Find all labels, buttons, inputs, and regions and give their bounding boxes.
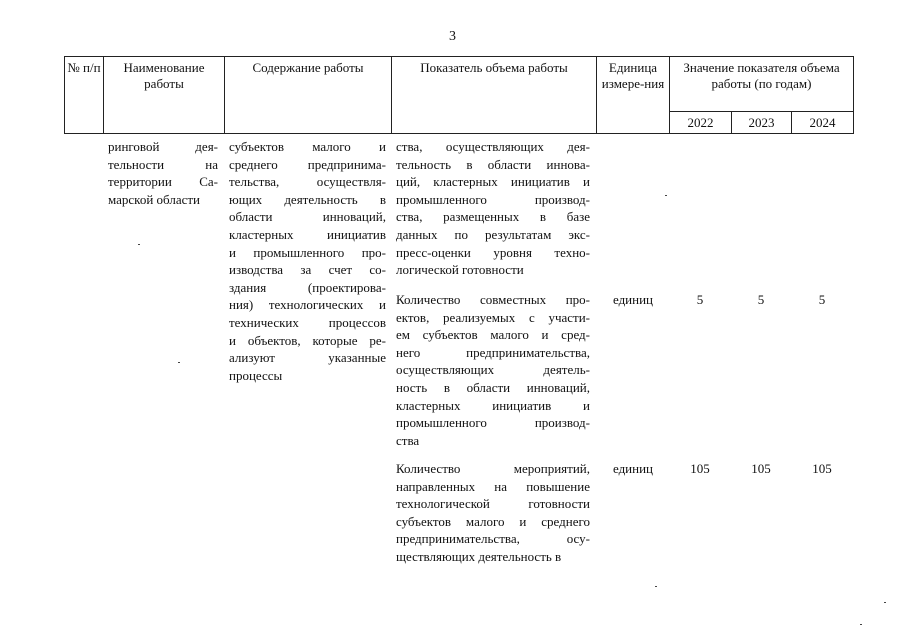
work-content-line: ализуют указанные xyxy=(229,350,386,366)
work-content-line: среднего предпринима- xyxy=(229,156,386,172)
work-content-line: и промышленного про- xyxy=(229,244,386,260)
indicator-line: него предпринимательства, xyxy=(396,344,590,360)
indicator-line: субъектов малого и среднего xyxy=(396,513,590,529)
header-year-2022: 2022 xyxy=(670,112,732,134)
indicator-line: Количество совместных про- xyxy=(396,292,590,307)
unit-cell-3: единиц xyxy=(612,461,654,476)
scan-speck xyxy=(655,586,657,587)
indicator-line: логической готовности xyxy=(396,262,524,278)
work-content-line: процессы xyxy=(229,367,283,383)
works-table-header xyxy=(64,56,854,134)
page-number: 3 xyxy=(449,29,456,44)
work-content-line: субъектов малого и xyxy=(229,139,386,154)
scan-speck xyxy=(138,244,140,245)
header-work-content: Содержание работы xyxy=(225,57,392,134)
work-content-line: области инноваций, xyxy=(229,209,386,225)
scan-speck xyxy=(860,624,862,625)
value-2022-row3: 105 xyxy=(690,461,710,476)
work-name-line: территории Са- xyxy=(108,174,218,190)
value-2024-row3: 105 xyxy=(812,461,832,476)
work-content-line: тельства, осуществля- xyxy=(229,174,386,190)
indicator-line: ций, кластерных инициатив и xyxy=(396,174,590,190)
indicator-line: технологической готовности xyxy=(396,496,590,512)
work-content-line: здания (проектирова- xyxy=(229,279,386,295)
scan-speck xyxy=(884,602,886,603)
header-unit: Единица измере-ния xyxy=(597,57,670,134)
indicator-line: ектов, реализуемых с участи- xyxy=(396,309,590,325)
indicator-line: направленных на повышение xyxy=(396,478,590,494)
indicator-line: пресс-оценки уровня техно- xyxy=(396,244,590,260)
indicator-line: ществляющих деятельность в xyxy=(396,548,562,564)
unit-cell-2: единиц xyxy=(612,292,654,307)
indicator-line: осуществляющих деятель- xyxy=(396,362,590,378)
scan-speck xyxy=(178,362,180,363)
value-2023-row2: 5 xyxy=(757,292,765,307)
indicator-line: ства, размещенных в базе xyxy=(396,209,590,225)
indicator-line: тельность в области иннова- xyxy=(396,156,590,172)
work-content-line: ния) технологических и xyxy=(229,297,386,313)
value-2022-row2: 5 xyxy=(696,292,704,307)
work-content-line: изводства за счет со- xyxy=(229,262,386,278)
value-2024-row2: 5 xyxy=(818,292,826,307)
indicator-line: промышленного производ- xyxy=(396,415,590,431)
indicator-cell-1 xyxy=(396,138,590,279)
header-values: Значение показателя объема работы (по годам) xyxy=(670,57,854,112)
value-2023-row3: 105 xyxy=(751,461,771,476)
indicator-line: промышленного производ- xyxy=(396,191,590,207)
work-content-line: кластерных инициатив xyxy=(229,226,386,242)
header-indicator: Показатель объема работы xyxy=(392,57,597,134)
indicator-cell-2 xyxy=(396,291,590,449)
indicator-line: ства, осуществляющих дея- xyxy=(396,139,590,154)
indicator-line: ность в области инноваций, xyxy=(396,379,590,395)
work-name-line: ринговой дея- xyxy=(108,139,218,154)
work-content-cell xyxy=(229,138,386,384)
work-name-line: тельности на xyxy=(108,156,218,172)
work-name-cell xyxy=(108,138,218,208)
indicator-line: ства xyxy=(396,432,420,448)
work-name-line: марской области xyxy=(108,191,200,207)
header-work-name: Наименование работы xyxy=(104,57,225,134)
indicator-line: Количество мероприятий, xyxy=(396,461,590,476)
scan-speck xyxy=(665,195,667,196)
table-body xyxy=(0,134,905,639)
indicator-line: кластерных инициатив и xyxy=(396,397,590,413)
work-content-line: и объектов, которые ре- xyxy=(229,332,386,348)
header-number: № п/п xyxy=(65,57,104,134)
indicator-line: предпринимательства, осу- xyxy=(396,531,590,547)
indicator-cell-3 xyxy=(396,460,590,566)
work-content-line: ющих деятельность в xyxy=(229,191,386,207)
work-content-line: технических процессов xyxy=(229,314,386,330)
indicator-line: данных по результатам экс- xyxy=(396,226,590,242)
header-year-2023: 2023 xyxy=(732,112,792,134)
indicator-line: ем субъектов малого и сред- xyxy=(396,327,590,343)
header-year-2024: 2024 xyxy=(792,112,854,134)
